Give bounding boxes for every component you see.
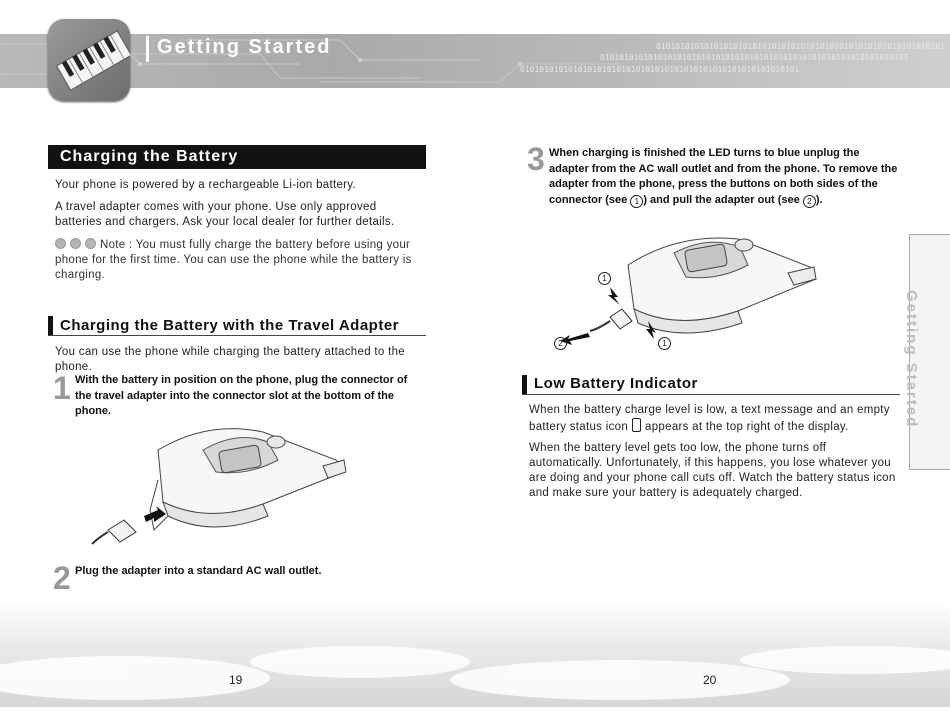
step3-text-c: ).: [815, 193, 823, 206]
note-bullet-icon: [85, 238, 96, 249]
page-header: [0, 0, 950, 88]
title-accent-bar: [146, 36, 149, 62]
callout-number: 2: [554, 337, 567, 350]
binary-row: 0101010101010101010101010101010101010101010101010101010101010101: [600, 53, 909, 62]
binary-row: 010101010101010101010101010101010101010101010101010101010101: [656, 42, 945, 51]
cloud-background: [0, 600, 950, 707]
step-number: 2: [53, 560, 71, 596]
page-number: 20: [703, 673, 717, 687]
subsection-rule: [522, 394, 900, 395]
subsection-title: Charging the Battery with the Travel Adapter: [60, 317, 399, 334]
chapter-tab-text: Getting Started: [903, 290, 920, 429]
callout-number: 1: [598, 272, 611, 285]
step-number: 3: [527, 141, 545, 177]
subsection-marker: [48, 316, 53, 336]
subsection-marker: [522, 375, 527, 395]
step-text: Plug the adapter into a standard AC wall outlet.: [75, 565, 322, 577]
subsection-title: Low Battery Indicator: [534, 375, 698, 392]
callout-number: 1: [658, 337, 671, 350]
page-title: Getting Started: [157, 36, 332, 58]
note-bullet-icon: [70, 238, 81, 249]
step3-text-a: When charging is finished the LED turns to blue unplug the adapter from the AC wall outlet and from the phone. To remove the adapter from the phone, press the buttons on both sides of the connector (see: [549, 147, 898, 206]
binary-row: 0101010101010101010101010101010101010101010101010101010101: [520, 65, 800, 74]
note-text: Note : You must fully charge the battery before using your phone for the first time. You can use the phone while the battery is charging.: [55, 239, 412, 281]
low-battery-paragraph: [529, 403, 899, 435]
page-number: 19: [229, 673, 243, 687]
adapter-removal-illustration: [548, 225, 838, 355]
subsection-intro: You can use the phone while charging the battery attached to the phone.: [55, 346, 405, 373]
note-bullet-icon: [55, 238, 66, 249]
keyboard-icon: [48, 19, 130, 101]
subsection-rule: [48, 335, 426, 336]
intro-text-2: A travel adapter comes with your phone. Use only approved batteries and chargers. Ask your local dealer for further details.: [55, 201, 395, 228]
circled-number: 2: [803, 195, 816, 208]
circled-number: 1: [630, 195, 643, 208]
note-block: [55, 238, 425, 283]
intro-text: Your phone is powered by a rechargeable Li-ion battery.: [55, 179, 356, 191]
step-text: [549, 146, 901, 208]
section-title: Charging the Battery: [48, 145, 426, 169]
step-number: 1: [53, 370, 71, 406]
empty-battery-icon: [632, 418, 641, 432]
page-footer: [0, 600, 950, 707]
paragraph-text: appears at the top right of the display.: [645, 421, 849, 433]
phone-charging-illustration: [88, 420, 358, 555]
step3-text-b: ) and pull the adapter out (see: [643, 193, 803, 206]
chapter-tab-label: [903, 290, 950, 429]
paragraph-text: When the battery charge level is low, a text message and an empty battery status icon: [529, 404, 890, 433]
low-battery-paragraph-2: When the battery level gets too low, the phone turns off automatically. Unfortunately, if this happens, you lose whatever you are doing and your phone call cuts off. Watch the battery status icon and make sure your battery is adequately charged.: [529, 442, 896, 499]
step-text: With the battery in position on the phone, plug the connector of the travel adapter into the connector slot at the bottom of the phone.: [75, 374, 408, 417]
